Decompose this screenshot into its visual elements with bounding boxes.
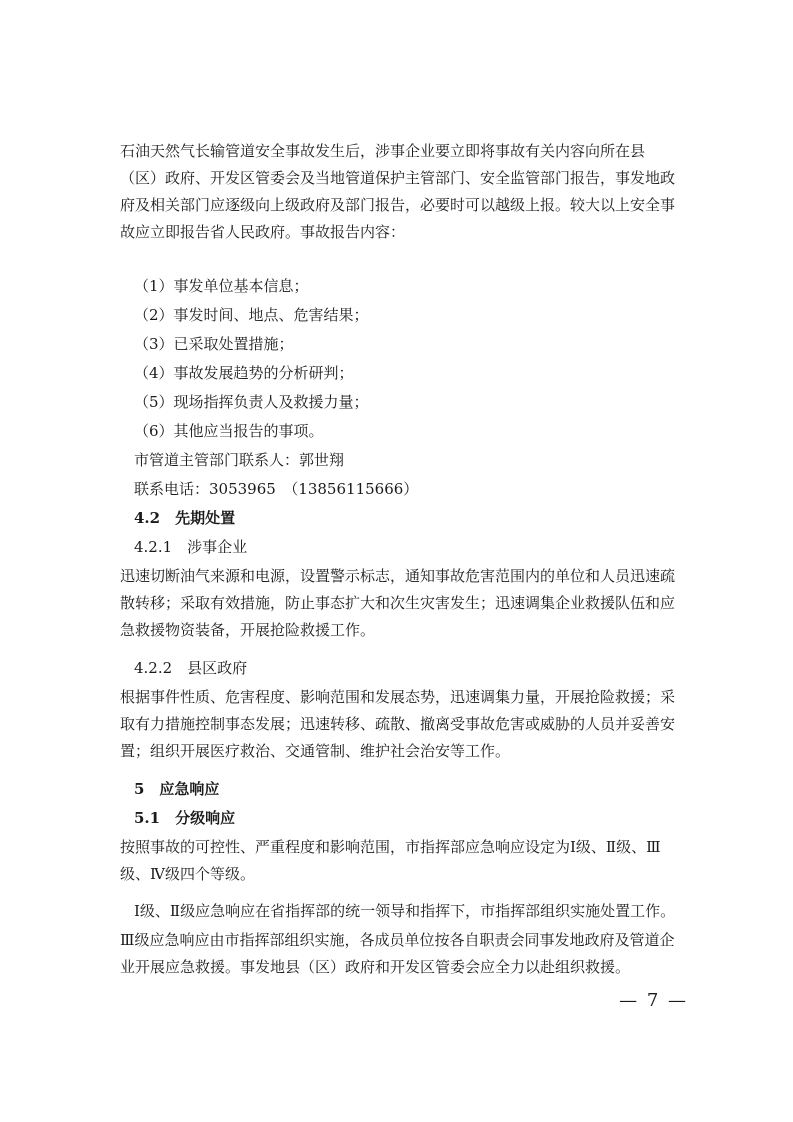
contact-phone: 联系电话：3053965 （13856115666） bbox=[134, 480, 419, 498]
report-item-6: （6）其他应当报告的事项。 bbox=[134, 422, 324, 440]
section-heading-5-1: 5.1 分级响应 bbox=[134, 809, 236, 827]
subsection-heading-4-2-2: 4.2.2 县区政府 bbox=[134, 659, 248, 677]
report-item-3: （3）已采取处置措施； bbox=[134, 335, 294, 353]
report-item-2: （2）事发时间、地点、危害结果； bbox=[134, 306, 369, 324]
level-1-2-paragraph: Ⅰ级、Ⅱ级应急响应在省指挥部的统一领导和指挥下，市指挥部组织实施处置工作。 bbox=[134, 902, 676, 920]
subsection-heading-4-2-1: 4.2.1 涉事企业 bbox=[134, 538, 248, 556]
level-3-paragraph: Ⅲ级应急响应由市指挥部组织实施，各成员单位按各自职责会同事发地政府及管道企业开展应急救援。事发地县（区）政府和开发区管委会应全力以赴组织救援。 bbox=[120, 931, 675, 976]
response-levels-paragraph: 按照事故的可控性、严重程度和影响范围，市指挥部应急响应设定为Ⅰ级、Ⅱ级、Ⅲ级、Ⅳ级四个等级。 bbox=[120, 838, 661, 883]
report-item-5: （5）现场指挥负责人及救援力量； bbox=[134, 393, 369, 411]
report-intro-paragraph: 石油天然气长输管道安全事故发生后，涉事企业要立即将事故有关内容向所在县（区）政府、开发区管委会及当地管道保护主管部门、安全监管部门报告，事发地政府及相关部门应逐级向上级政府及部门报告，必要时可以越级上报。较大以上安全事故应立即报告省人民政府。事故报告内容： bbox=[120, 142, 676, 241]
contact-person: 市管道主管部门联系人：郭世翔 bbox=[134, 451, 345, 469]
enterprise-response-paragraph: 迅速切断油气来源和电源，设置警示标志，通知事故危害范围内的单位和人员迅速疏散转移；采取有效措施，防止事态扩大和次生灾害发生；迅速调集企业救援队伍和应急救援物资装备，开展抢险救援工作。 bbox=[120, 567, 676, 639]
section-heading-4-2: 4.2 先期处置 bbox=[134, 509, 236, 527]
section-heading-5: 5 应急响应 bbox=[134, 780, 220, 798]
county-response-paragraph: 根据事件性质、危害程度、影响范围和发展态势，迅速调集力量，开展抢险救援；采取有力措施控制事态发展；迅速转移、疏散、撤离受事故危害或威胁的人员并妥善安置；组织开展医疗救治、交通管制、维护社会治安等工作。 bbox=[120, 688, 676, 760]
report-item-4: （4）事故发展趋势的分析研判； bbox=[134, 364, 354, 382]
report-item-1: （1）事发单位基本信息； bbox=[134, 277, 309, 295]
page-number: — 7 — bbox=[619, 990, 688, 1011]
